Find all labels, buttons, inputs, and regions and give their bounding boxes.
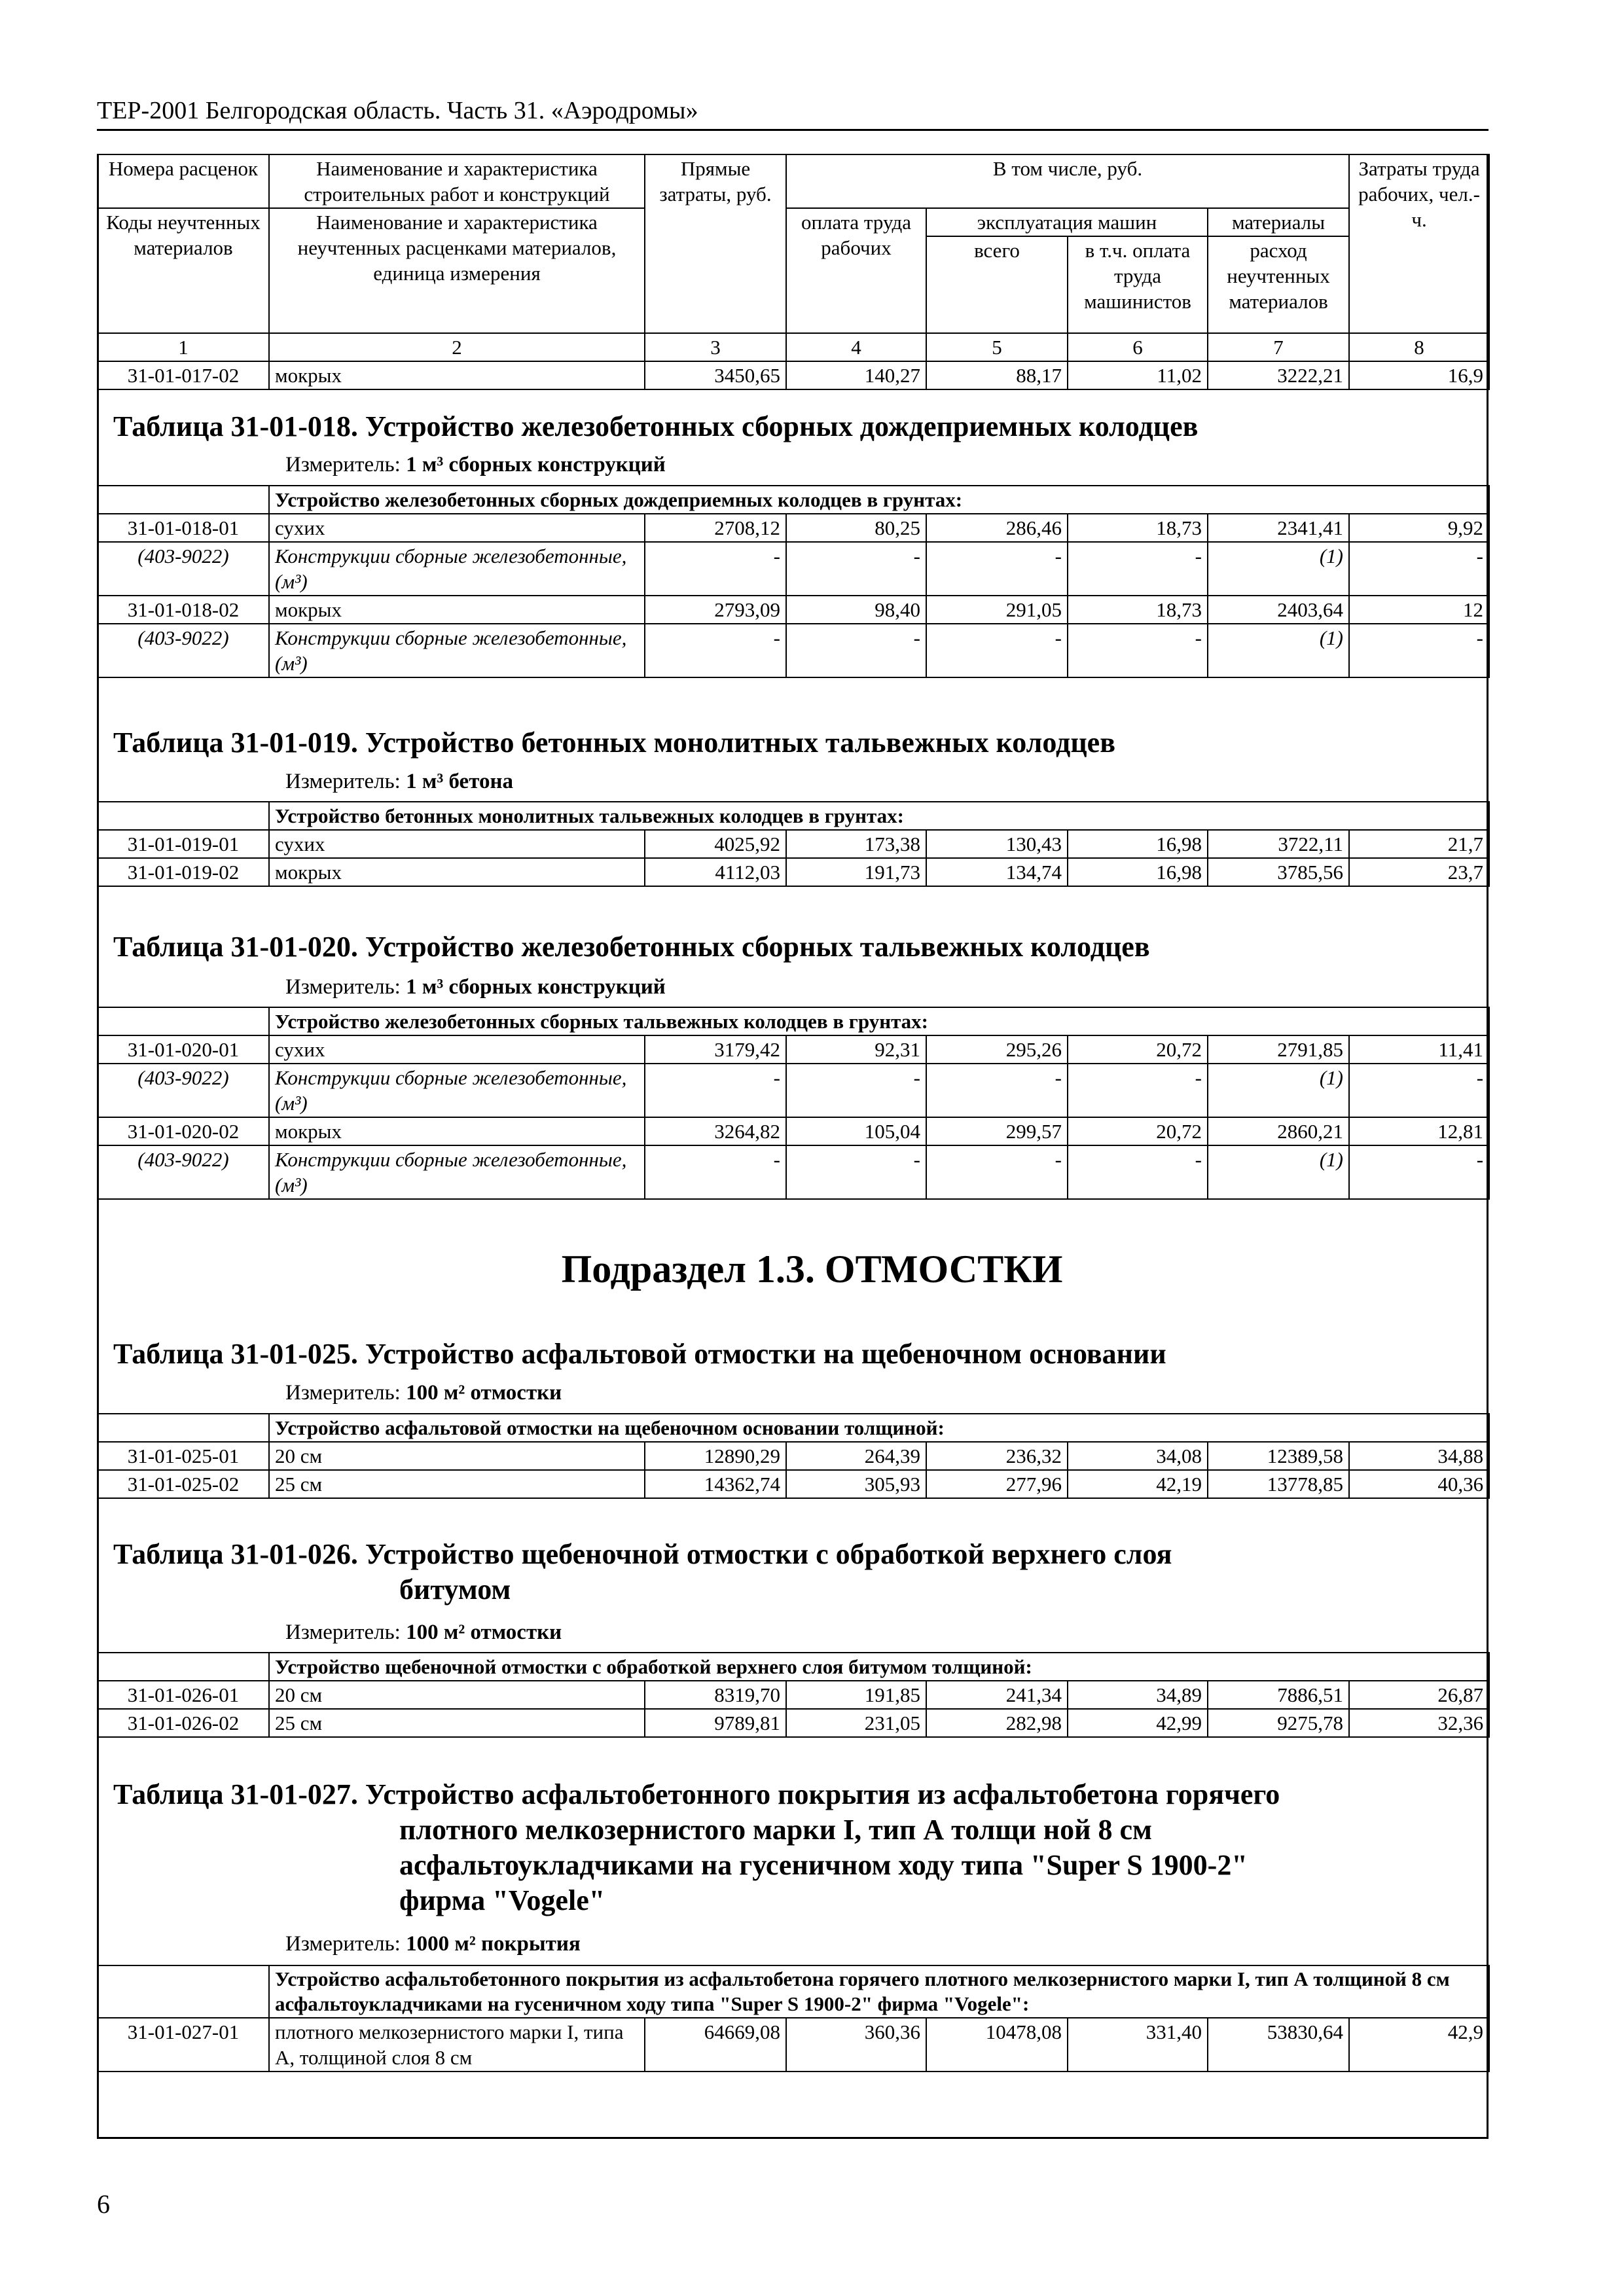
measurement-line: Измеритель: 100 м² отмостки bbox=[285, 1621, 562, 1644]
table-cell: 277,96 bbox=[926, 1470, 1068, 1498]
table-cell: 331,40 bbox=[1068, 2018, 1208, 2072]
table-cell: 2860,21 bbox=[1208, 1117, 1349, 1145]
table-cell: - bbox=[1068, 624, 1208, 677]
table-row bbox=[98, 2018, 1489, 2072]
table-cell: 295,26 bbox=[926, 1035, 1068, 1064]
group-heading: Устройство железобетонных сборных тальвежных колодцев в грунтах: bbox=[269, 1007, 1489, 1035]
table-cell: 42,99 bbox=[1068, 1709, 1208, 1737]
table-cell: сухих bbox=[269, 830, 645, 858]
table-cell: 23,7 bbox=[1349, 858, 1489, 886]
table-title: Таблица 31-01-020. Устройство железобетонных сборных тальвежных колодцев bbox=[113, 931, 1150, 963]
table-cell: 31-01-027-01 bbox=[98, 2018, 269, 2072]
table-row bbox=[98, 361, 1489, 389]
page-header: ТЕР-2001 Белгородская область. Часть 31. «Аэродромы» bbox=[97, 97, 698, 124]
table-cell: 282,98 bbox=[926, 1709, 1068, 1737]
table-cell: 12389,58 bbox=[1208, 1442, 1349, 1470]
table-cell: 4112,03 bbox=[645, 858, 786, 886]
table-row bbox=[98, 1117, 1489, 1145]
table-cell: 3179,42 bbox=[645, 1035, 786, 1064]
table-cell: 299,57 bbox=[926, 1117, 1068, 1145]
table-row bbox=[98, 1681, 1489, 1709]
table-cell: мокрых bbox=[269, 858, 645, 886]
table-cell: 8319,70 bbox=[645, 1681, 786, 1709]
table-cell bbox=[98, 1653, 269, 1681]
table-cell: 32,36 bbox=[1349, 1709, 1489, 1737]
table-cell: - bbox=[926, 624, 1068, 677]
table-title: Таблица 31-01-019. Устройство бетонных монолитных тальвежных колодцев bbox=[113, 726, 1115, 759]
table-cell: - bbox=[1349, 624, 1489, 677]
table-cell: 34,89 bbox=[1068, 1681, 1208, 1709]
table-cell: сухих bbox=[269, 514, 645, 542]
table-cell: 88,17 bbox=[926, 361, 1068, 389]
table-title: Таблица 31-01-027. Устройство асфальтобетонного покрытия из асфальтобетона горячего плотного мелкозернистого марки I, тип А толщи ной 8 см асфальтоукладчиками на гусеничном ходу типа "Super S 1900-2" фирма "Vogele" bbox=[113, 1778, 1280, 1916]
table-cell: 11,41 bbox=[1349, 1035, 1489, 1064]
table-cell: 134,74 bbox=[926, 858, 1068, 886]
table-cell: 20 см bbox=[269, 1681, 645, 1709]
table-cell: 25 см bbox=[269, 1709, 645, 1737]
table-cell: 2403,64 bbox=[1208, 596, 1349, 624]
table-cell: 31-01-025-01 bbox=[98, 1442, 269, 1470]
table-cell: - bbox=[926, 1064, 1068, 1117]
page-number: 6 bbox=[97, 2189, 110, 2219]
table-cell: мокрых bbox=[269, 361, 645, 389]
measurement-line: Измеритель: 1 м³ сборных конструкций bbox=[285, 453, 666, 476]
table-cell: 42,9 bbox=[1349, 2018, 1489, 2072]
table-cell: 231,05 bbox=[786, 1709, 926, 1737]
table-cell: 10478,08 bbox=[926, 2018, 1068, 2072]
table-cell: 305,93 bbox=[786, 1470, 926, 1498]
table-cell: 26,87 bbox=[1349, 1681, 1489, 1709]
table-cell: 264,39 bbox=[786, 1442, 926, 1470]
table-row bbox=[98, 596, 1489, 624]
table-cell: 140,27 bbox=[786, 361, 926, 389]
material-row bbox=[98, 624, 1489, 677]
table-cell bbox=[98, 1007, 269, 1035]
header-rate-numbers: Номера расценок bbox=[98, 154, 269, 208]
table-cell: - bbox=[786, 1145, 926, 1199]
table-cell: 34,08 bbox=[1068, 1442, 1208, 1470]
table-title: Таблица 31-01-025. Устройство асфальтовой отмостки на щебеночном основании bbox=[113, 1338, 1166, 1370]
col-num: 5 bbox=[926, 333, 1068, 361]
table-cell: - bbox=[926, 1145, 1068, 1199]
header-material-consumption: расход неучтенных материалов bbox=[1208, 236, 1349, 333]
table-cell: 31-01-026-01 bbox=[98, 1681, 269, 1709]
rate-table bbox=[97, 1652, 1490, 1738]
table-cell: (1) bbox=[1208, 542, 1349, 596]
table-cell: - bbox=[1349, 1145, 1489, 1199]
table-cell: 34,88 bbox=[1349, 1442, 1489, 1470]
table-cell: мокрых bbox=[269, 596, 645, 624]
table-cell: 2341,41 bbox=[1208, 514, 1349, 542]
subsection-title: Подраздел 1.3. ОТМОСТКИ bbox=[561, 1247, 1063, 1291]
table-cell: 14362,74 bbox=[645, 1470, 786, 1498]
table-cell: 31-01-025-02 bbox=[98, 1470, 269, 1498]
rate-table bbox=[97, 1413, 1490, 1499]
table-cell: 3222,21 bbox=[1208, 361, 1349, 389]
table-row bbox=[98, 830, 1489, 858]
rate-table bbox=[97, 801, 1490, 887]
rate-table bbox=[97, 1007, 1490, 1200]
table-cell: (403-9022) bbox=[98, 1145, 269, 1199]
table-cell: сухих bbox=[269, 1035, 645, 1064]
table-cell: 16,98 bbox=[1068, 858, 1208, 886]
table-title: Таблица 31-01-018. Устройство железобетонных сборных дождеприемных колодцев bbox=[113, 410, 1199, 442]
table-cell: 2708,12 bbox=[645, 514, 786, 542]
table-cell: 236,32 bbox=[926, 1442, 1068, 1470]
table-cell: - bbox=[645, 1064, 786, 1117]
table-cell: (1) bbox=[1208, 1064, 1349, 1117]
table-cell: 31-01-019-02 bbox=[98, 858, 269, 886]
header-worker-pay: оплата труда рабочих bbox=[786, 208, 926, 333]
table-cell: 31-01-020-01 bbox=[98, 1035, 269, 1064]
table-row bbox=[98, 1709, 1489, 1737]
table-cell: (403-9022) bbox=[98, 1064, 269, 1117]
material-row bbox=[98, 542, 1489, 596]
measurement-line: Измеритель: 1000 м² покрытия bbox=[285, 1932, 581, 1956]
group-heading: Устройство железобетонных сборных дождеприемных колодцев в грунтах: bbox=[269, 486, 1489, 514]
table-row bbox=[98, 1442, 1489, 1470]
header-machines: эксплуатация машин bbox=[926, 208, 1208, 236]
measurement-line: Измеритель: 1 м³ сборных конструкций bbox=[285, 975, 666, 999]
table-cell: 11,02 bbox=[1068, 361, 1208, 389]
table-cell bbox=[98, 802, 269, 830]
table-cell: мокрых bbox=[269, 1117, 645, 1145]
table-cell: 12 bbox=[1349, 596, 1489, 624]
rate-table bbox=[97, 1965, 1490, 2072]
group-heading: Устройство бетонных монолитных тальвежных колодцев в грунтах: bbox=[269, 802, 1489, 830]
table-cell bbox=[98, 1414, 269, 1442]
table-cell: 2793,09 bbox=[645, 596, 786, 624]
table-cell: (403-9022) bbox=[98, 624, 269, 677]
table-cell: 4025,92 bbox=[645, 830, 786, 858]
table-cell: 3264,82 bbox=[645, 1117, 786, 1145]
table-cell: 42,19 bbox=[1068, 1470, 1208, 1498]
table-cell: 21,7 bbox=[1349, 830, 1489, 858]
header-materials: материалы bbox=[1208, 208, 1349, 236]
table-cell: Конструкции сборные железобетонные, (м³) bbox=[269, 1145, 645, 1199]
table-row bbox=[98, 514, 1489, 542]
table-row bbox=[98, 858, 1489, 886]
table-cell: - bbox=[645, 1145, 786, 1199]
measurement-line: Измеритель: 1 м³ бетона bbox=[285, 770, 513, 793]
table-cell: 40,36 bbox=[1349, 1470, 1489, 1498]
table-cell: 31-01-026-02 bbox=[98, 1709, 269, 1737]
header-including: В том числе, руб. bbox=[786, 154, 1349, 208]
table-cell: - bbox=[645, 542, 786, 596]
header-work-name: Наименование и характеристика строительных работ и конструкций bbox=[269, 154, 645, 208]
table-cell: 16,9 bbox=[1349, 361, 1489, 389]
table-cell: 3785,56 bbox=[1208, 858, 1349, 886]
rate-table bbox=[97, 485, 1490, 678]
header-labor: Затраты труда рабочих, чел.-ч. bbox=[1349, 154, 1489, 333]
col-num: 6 bbox=[1068, 333, 1208, 361]
table-cell: 31-01-018-02 bbox=[98, 596, 269, 624]
table-cell: 20,72 bbox=[1068, 1117, 1208, 1145]
table-row bbox=[98, 1035, 1489, 1064]
material-row bbox=[98, 1145, 1489, 1199]
table-cell: 3450,65 bbox=[645, 361, 786, 389]
group-heading: Устройство щебеночной отмостки с обработкой верхнего слоя битумом толщиной: bbox=[269, 1653, 1489, 1681]
header-machines-total: всего bbox=[926, 236, 1068, 333]
table-cell: 191,85 bbox=[786, 1681, 926, 1709]
table-cell: 130,43 bbox=[926, 830, 1068, 858]
column-header-table bbox=[97, 154, 1490, 390]
table-cell: 80,25 bbox=[786, 514, 926, 542]
table-cell: 241,34 bbox=[926, 1681, 1068, 1709]
group-heading: Устройство асфальтобетонного покрытия из асфальтобетона горячего плотного мелкозернистого марки I, тип А толщиной 8 см асфальтоукладчиками на гусеничном ходу типа "Super S 1900-2" фирма "Vogele": bbox=[269, 1965, 1489, 2018]
col-num: 8 bbox=[1349, 333, 1489, 361]
table-cell: (403-9022) bbox=[98, 542, 269, 596]
table-cell: 16,98 bbox=[1068, 830, 1208, 858]
table-cell: 9,92 bbox=[1349, 514, 1489, 542]
table-cell: 31-01-020-02 bbox=[98, 1117, 269, 1145]
table-cell: 13778,85 bbox=[1208, 1470, 1349, 1498]
table-cell: 12890,29 bbox=[645, 1442, 786, 1470]
table-cell: Конструкции сборные железобетонные, (м³) bbox=[269, 624, 645, 677]
table-cell: 12,81 bbox=[1349, 1117, 1489, 1145]
table-cell: (1) bbox=[1208, 624, 1349, 677]
table-cell: Конструкции сборные железобетонные, (м³) bbox=[269, 542, 645, 596]
header-material-name: Наименование и характеристика неучтенных расценками материалов, единица измерения bbox=[269, 208, 645, 333]
table-cell: 7886,51 bbox=[1208, 1681, 1349, 1709]
table-cell: 98,40 bbox=[786, 596, 926, 624]
table-cell: 173,38 bbox=[786, 830, 926, 858]
table-row bbox=[98, 1470, 1489, 1498]
table-cell bbox=[98, 1965, 269, 2018]
col-num: 7 bbox=[1208, 333, 1349, 361]
col-num: 4 bbox=[786, 333, 926, 361]
col-num: 2 bbox=[269, 333, 645, 361]
table-cell: 105,04 bbox=[786, 1117, 926, 1145]
header-rule bbox=[97, 129, 1489, 131]
col-num: 1 bbox=[98, 333, 269, 361]
header-operator-pay: в т.ч. оплата труда машинистов bbox=[1068, 236, 1208, 333]
header-material-codes: Коды неучтенных материалов bbox=[98, 208, 269, 333]
table-cell: 92,31 bbox=[786, 1035, 926, 1064]
table-cell: 286,46 bbox=[926, 514, 1068, 542]
table-cell: 360,36 bbox=[786, 2018, 926, 2072]
table-cell: - bbox=[786, 1064, 926, 1117]
table-cell: 31-01-018-01 bbox=[98, 514, 269, 542]
table-cell: 20,72 bbox=[1068, 1035, 1208, 1064]
table-cell: - bbox=[1068, 542, 1208, 596]
table-cell: - bbox=[786, 624, 926, 677]
table-cell: 20 см bbox=[269, 1442, 645, 1470]
table-cell: 3722,11 bbox=[1208, 830, 1349, 858]
table-cell: 18,73 bbox=[1068, 514, 1208, 542]
table-cell: - bbox=[645, 624, 786, 677]
table-cell: - bbox=[1349, 1064, 1489, 1117]
table-cell: Конструкции сборные железобетонные, (м³) bbox=[269, 1064, 645, 1117]
table-cell: 18,73 bbox=[1068, 596, 1208, 624]
table-cell: 53830,64 bbox=[1208, 2018, 1349, 2072]
material-row bbox=[98, 1064, 1489, 1117]
col-num: 3 bbox=[645, 333, 786, 361]
table-cell bbox=[98, 486, 269, 514]
table-cell: 31-01-019-01 bbox=[98, 830, 269, 858]
table-cell: плотного мелкозернистого марки I, типа А, толщиной слоя 8 см bbox=[269, 2018, 645, 2072]
group-heading: Устройство асфальтовой отмостки на щебеночном основании толщиной: bbox=[269, 1414, 1489, 1442]
table-cell: (1) bbox=[1208, 1145, 1349, 1199]
table-cell: 31-01-017-02 bbox=[98, 361, 269, 389]
table-cell: 9275,78 bbox=[1208, 1709, 1349, 1737]
table-cell: - bbox=[1068, 1145, 1208, 1199]
table-cell: 64669,08 bbox=[645, 2018, 786, 2072]
table-cell: 2791,85 bbox=[1208, 1035, 1349, 1064]
table-cell: - bbox=[786, 542, 926, 596]
table-cell: - bbox=[1349, 542, 1489, 596]
table-cell: 291,05 bbox=[926, 596, 1068, 624]
table-cell: 25 см bbox=[269, 1470, 645, 1498]
table-cell: 9789,81 bbox=[645, 1709, 786, 1737]
table-title: Таблица 31-01-026. Устройство щебеночной отмостки с обработкой верхнего слоя битумом bbox=[113, 1538, 1172, 1605]
table-cell: 191,73 bbox=[786, 858, 926, 886]
measurement-line: Измеритель: 100 м² отмостки bbox=[285, 1381, 562, 1405]
header-direct-costs: Прямые затраты, руб. bbox=[645, 154, 786, 333]
table-cell: - bbox=[926, 542, 1068, 596]
table-cell: - bbox=[1068, 1064, 1208, 1117]
